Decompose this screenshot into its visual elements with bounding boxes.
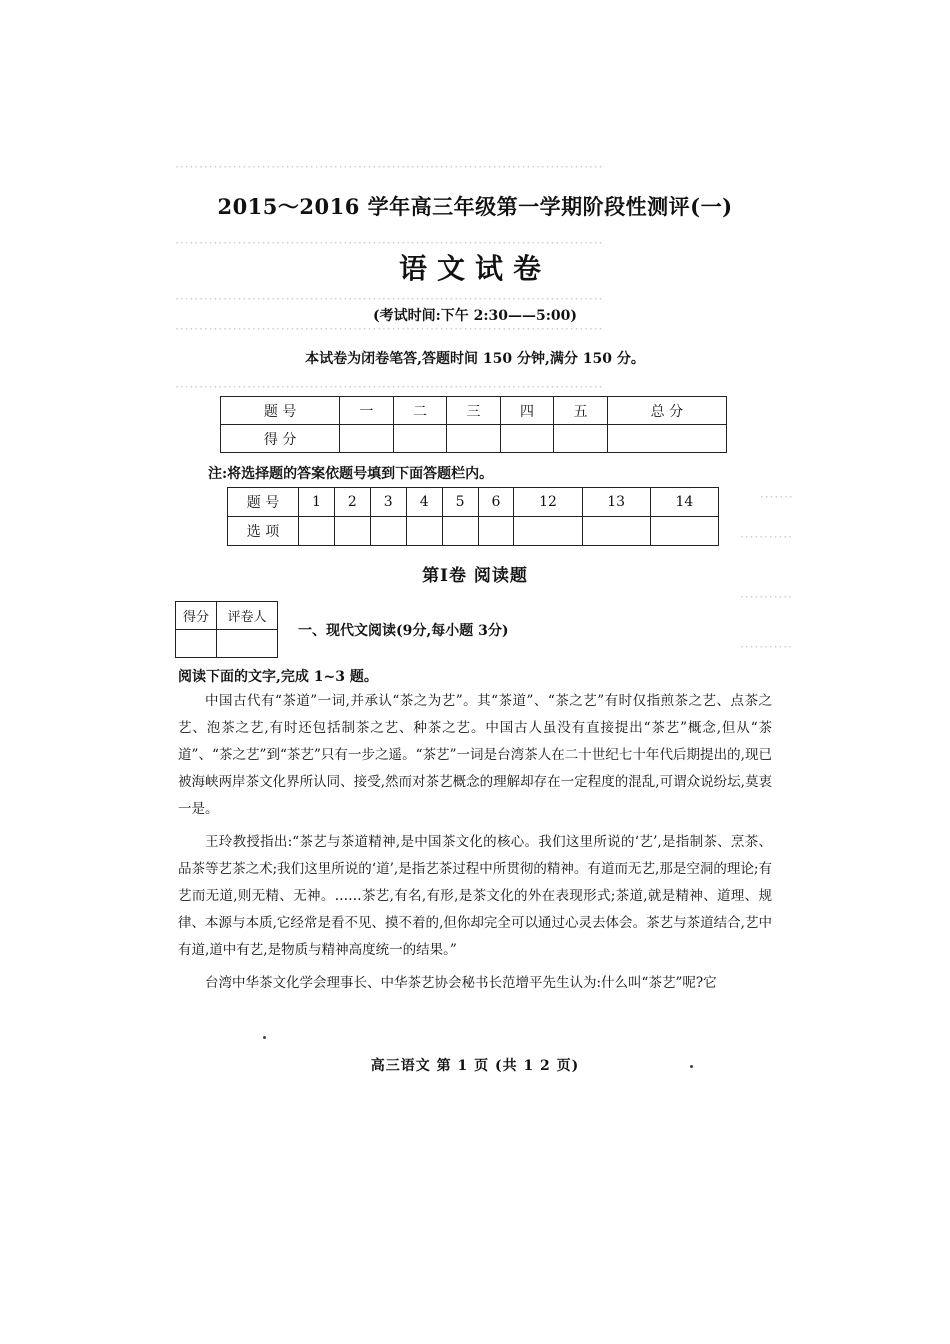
- reading-passage: [178, 688, 772, 1003]
- score-table: [220, 396, 727, 453]
- score-table-score-row: [221, 425, 727, 453]
- passage-paragraph: 王玲教授指出:“茶艺与茶道精神,是中国茶文化的核心。我们这里所说的‘艺’,是指制茶、烹茶、品茶等艺茶之术;我们这里所说的‘道’,是指艺茶过程中所贯彻的精神。有道而无艺,那是空洞的理论;有艺而无道,则无精、无神。……茶艺,有名,有形,是茶文化的外在表现形式;茶道,就是精神、道理、规律、本源与本质,它经常是看不见、摸不着的,但你却完全可以通过心灵去体会。茶艺与茶道结合,艺中有道,道中有艺,是物质与精神高度统一的结果。”: [178, 834, 772, 958]
- answer-table-header-row: [228, 488, 719, 517]
- scan-speck: [690, 1065, 693, 1068]
- score-table-header-cell: 总 分: [607, 397, 726, 425]
- passage-paragraph: 中国古代有“茶道”一词,并承认“茶之为艺”。其“茶道”、“茶之艺”有时仅指煎茶之艺、点茶之艺、泡茶之艺,有时还包括制茶之艺、种茶之艺。中国古人虽没有直接提出“茶艺”概念,但从“茶道”、“茶之艺”到“茶艺”只有一步之遥。“茶艺”一词是台湾茶人在二十世纪七十年代后期提出的,现已被海峡两岸茶文化界所认同、接受,然而对茶艺概念的理解却存在一定程度的混乱,可谓众说纷坛,莫衷一是。: [178, 693, 772, 817]
- answer-table-header-cell: 2: [334, 488, 370, 517]
- score-cell[interactable]: [393, 425, 446, 453]
- bleed-through-text: ·························································································: [175, 380, 604, 394]
- score-cell[interactable]: [340, 425, 393, 453]
- answer-cell[interactable]: [478, 517, 514, 546]
- score-cell[interactable]: [447, 425, 500, 453]
- score-cell[interactable]: [554, 425, 607, 453]
- answer-table-header-cell: 3: [370, 488, 406, 517]
- subject-title: 语文试卷: [398, 252, 551, 285]
- answer-table: [227, 487, 719, 546]
- exam-instructions: 本试卷为闭卷笔答,答题时间 150 分钟,满分 150 分。: [305, 351, 645, 367]
- answer-cell[interactable]: [582, 517, 650, 546]
- grader-score-cell[interactable]: [176, 630, 217, 658]
- answer-cell[interactable]: [370, 517, 406, 546]
- bleed-through-text: ·······: [760, 490, 794, 504]
- score-cell[interactable]: [500, 425, 553, 453]
- answer-table-header-cell: 14: [650, 488, 718, 517]
- answer-table-header-cell: 1: [299, 488, 335, 517]
- answer-table-header-cell: 13: [582, 488, 650, 517]
- bleed-through-text: ·························································································: [175, 322, 604, 336]
- reading-prompt: 阅读下面的文字,完成 1~3 题。: [178, 669, 378, 685]
- answer-cell[interactable]: [650, 517, 718, 546]
- answer-table-header-cell: 5: [442, 488, 478, 517]
- score-table-header-cell: 一: [340, 397, 393, 425]
- answer-table-header-cell: 6: [478, 488, 514, 517]
- exam-title: 2015～2016 学年高三年级第一学期阶段性测评(一): [217, 194, 733, 219]
- score-table-header-cell: 题 号: [221, 397, 340, 425]
- grader-name-label: 评卷人: [217, 602, 278, 630]
- grader-box: [175, 601, 278, 658]
- answer-cell[interactable]: [299, 517, 335, 546]
- grader-name-cell[interactable]: [217, 630, 278, 658]
- score-table-header-row: [221, 397, 727, 425]
- score-cell[interactable]: [607, 425, 726, 453]
- answer-table-header-cell: 4: [406, 488, 442, 517]
- bleed-through-text: ·························································································: [175, 292, 604, 306]
- score-table-header-cell: 五: [554, 397, 607, 425]
- answer-cell[interactable]: [442, 517, 478, 546]
- grader-score-label: 得分: [176, 602, 217, 630]
- answer-cell[interactable]: [406, 517, 442, 546]
- answer-table-option-row: [228, 517, 719, 546]
- exam-time: (考试时间:下午 2:30——5:00): [372, 308, 578, 324]
- passage-paragraph: 台湾中华茶文化学会理事长、中华茶艺协会秘书长范增平先生认为:什么叫“茶艺”呢?它: [205, 975, 717, 991]
- score-table-header-cell: 三: [447, 397, 500, 425]
- score-table-header-cell: 四: [500, 397, 553, 425]
- bleed-through-text: ·························································································: [175, 160, 604, 174]
- bleed-through-text: ···········: [740, 530, 793, 544]
- bleed-through-text: ···········: [740, 640, 793, 654]
- score-table-header-cell: 二: [393, 397, 446, 425]
- score-row-label: 得 分: [221, 425, 340, 453]
- page-footer: 高三语文 第 1 页 (共 1 2 页): [370, 1058, 580, 1074]
- answer-cell[interactable]: [514, 517, 582, 546]
- section-heading: 一、现代文阅读(9分,每小题 3分): [298, 623, 509, 639]
- answer-row-label: 选 项: [228, 517, 299, 546]
- answer-cell[interactable]: [334, 517, 370, 546]
- scan-speck: [263, 1036, 266, 1039]
- part-title: 第Ⅰ卷 阅读题: [422, 566, 528, 586]
- answer-table-header-cell: 题 号: [228, 488, 299, 517]
- bleed-through-text: ···········: [740, 590, 793, 604]
- answer-note: 注:将选择题的答案依题号填到下面答题栏内。: [208, 466, 494, 482]
- bleed-through-text: ·························································································: [175, 236, 604, 250]
- answer-table-header-cell: 12: [514, 488, 582, 517]
